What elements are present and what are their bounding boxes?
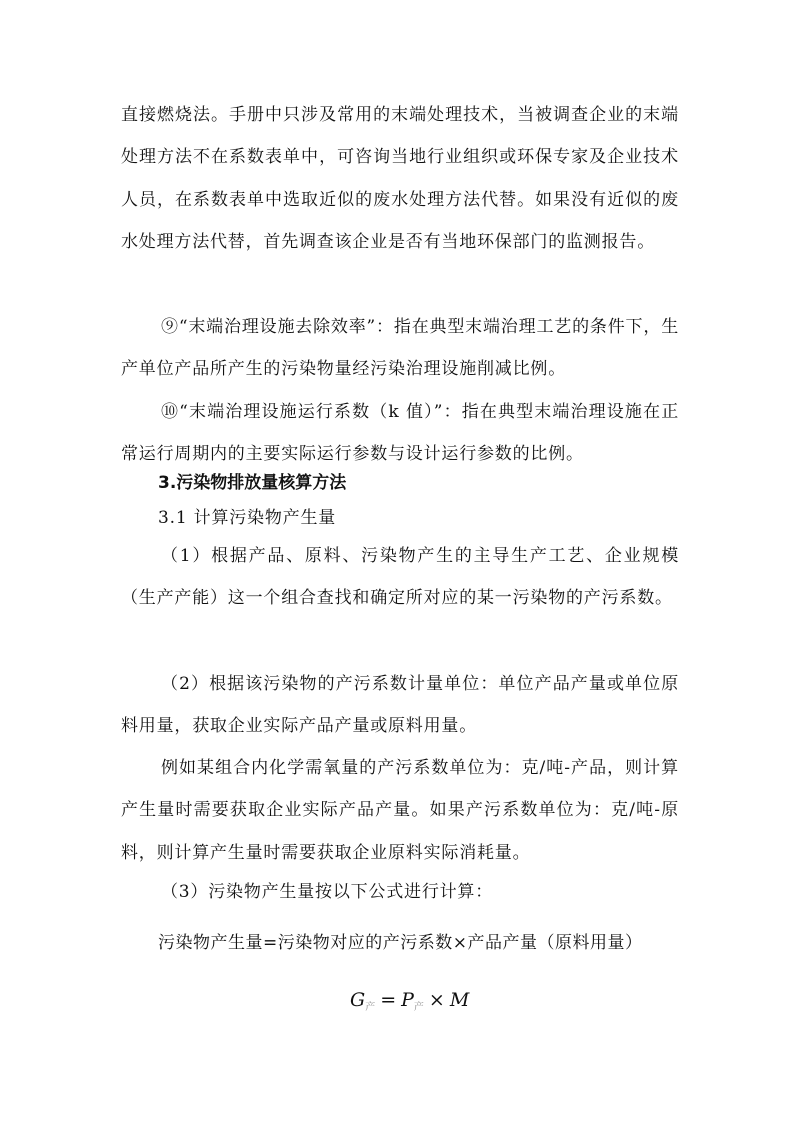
paragraph-step-3: （3）污染物产生量按以下公式进行计算： <box>161 882 494 902</box>
paragraph-step-2: （2）根据该污染物的产污系数计量单位：单位产品产量或单位原料用量，获取企业实际产品产量或原料用量。 <box>121 674 679 737</box>
paragraph-end-treatment: 直接燃烧法。手册中只涉及常用的末端处理技术，当被调查企业的末端处理方法不在系数表单中，可咨询当地行业组织或环保专家及企业技术人员，在系数表单中选取近似的废水处理方法代替。如果没有近似的废水处理方法代替，首先调查该企业是否有当地环保部门的监测报告。 <box>121 105 679 253</box>
section-heading-3-1: 3.1 计算污染物产生量 <box>158 508 337 528</box>
formula-equation <box>350 985 469 1023</box>
paragraph-operation-coefficient: ⑩“末端治理设施运行系数（k 值）”：指在典型末端治理设施在正常运行周期内的主要实际运行参数与设计运行参数的比例。 <box>121 402 679 465</box>
formula-g-subscript: 产 <box>365 1002 376 1013</box>
paragraph-example: 例如某组合内化学需氧量的产污系数单位为：克/吨-产品，则计算产生量时需要获取企业实际产品产量。如果产污系数单位为：克/吨-原料，则计算产生量时需要获取企业原料实际消耗量。 <box>121 758 679 863</box>
formula-equals: = <box>380 989 397 1011</box>
section-heading-3: 3.污染物排放量核算方法 <box>158 473 347 493</box>
formula-times: × <box>428 989 445 1011</box>
formula-description: 污染物产生量=污染物对应的产污系数×产品产量（原料用量） <box>158 933 643 953</box>
formula-g: G <box>350 989 366 1011</box>
paragraph-removal-efficiency: ⑨“末端治理设施去除效率”：指在典型末端治理工艺的条件下，生产单位产品所产生的污染物量经污染治理设施削减比例。 <box>121 317 679 380</box>
paragraph-step-1: （1）根据产品、原料、污染物产生的主导生产工艺、企业规模（生产产能）这一个组合查找和确定所对应的某一污染物的产污系数。 <box>121 546 679 609</box>
formula-m: M <box>449 989 470 1011</box>
formula-p: P <box>401 989 414 1011</box>
formula-p-subscript: 产 <box>413 1002 424 1013</box>
